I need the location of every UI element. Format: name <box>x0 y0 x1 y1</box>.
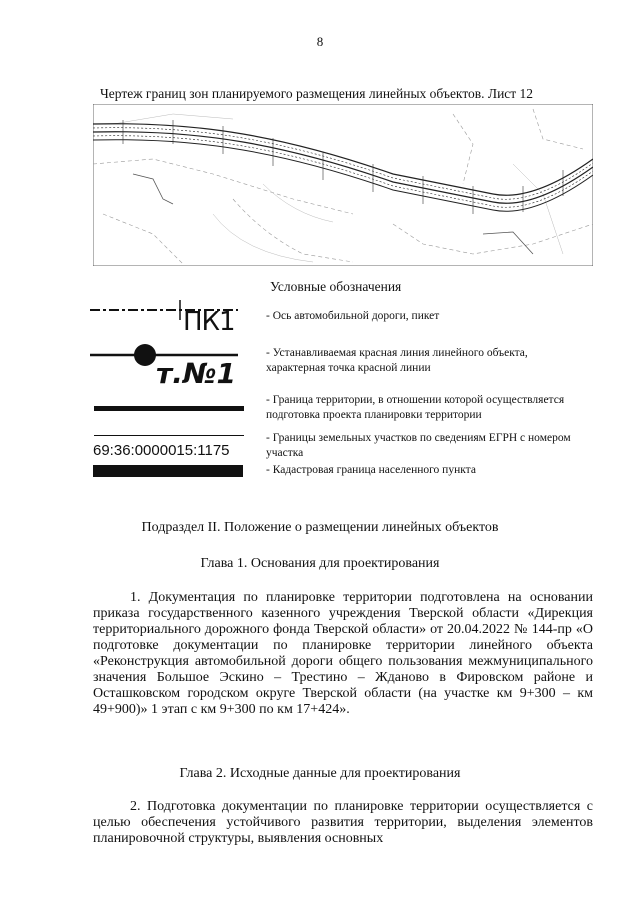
parcel-number-label: 69:36:0000015:1175 <box>93 442 230 459</box>
point-label: т.№1 <box>156 357 237 390</box>
planning-boundary-sample <box>94 406 244 411</box>
chapter1-title: Глава 1. Основания для проектирования <box>200 556 440 571</box>
settlement-boundary-sample <box>93 465 243 477</box>
route-map-drawing <box>93 104 593 266</box>
picket-label: ПК1 <box>183 307 235 337</box>
parcel-boundary-sample <box>94 435 244 436</box>
legend-item-parcel-boundary: - Границы земельных участков по сведениям ЕГРН с номером участка <box>266 432 571 459</box>
legend-item-road-axis: - Ось автомобильной дороги, пикет <box>266 310 440 322</box>
chapter2-title: Глава 2. Исходные данные для проектирования <box>179 766 461 781</box>
legend-item-red-line: - Устанавливаемая красная линия линейного объекта, характерная точка красной линии <box>266 347 528 374</box>
legend-heading: Условные обозначения <box>270 279 402 294</box>
chapter2-paragraph: 2. Подготовка документации по планировке территории осуществляется с целью обеспечения устойчивого развития территории, выделения элементов планировочной структуры, выявления основных <box>93 799 593 846</box>
drawing-title: Чертеж границ зон планируемого размещения линейных объектов. Лист 12 <box>100 86 534 101</box>
page-number: 8 <box>316 34 324 49</box>
legend-item-planning-boundary: - Граница территории, в отношении которой осуществляется подготовка проекта планировки территории <box>266 394 565 421</box>
subsection-title: Подраздел II. Положение о размещении линейных объектов <box>141 520 499 535</box>
chapter1-paragraph: 1. Документация по планировке территории подготовлена на основании приказа государственного казенного учреждения Тверской области «Дирекция территориального дорожного фонда Тверской области» от 20.04.2022 № 144-пр «О подготовке документации по планировке территории линейного объекта «Реконструкция автомобильной дороги общего пользования межмуниципального значения Большое Эскино – Трестино – Жданово в Фировском районе и Осташковском городском округе Тверской области (на участке км 9+300 – км 49+900)» 1 этап с км 9+300 по км 17+424». <box>93 590 593 717</box>
legend-item-settlement-boundary: - Кадастровая граница населенного пункта <box>266 464 476 476</box>
